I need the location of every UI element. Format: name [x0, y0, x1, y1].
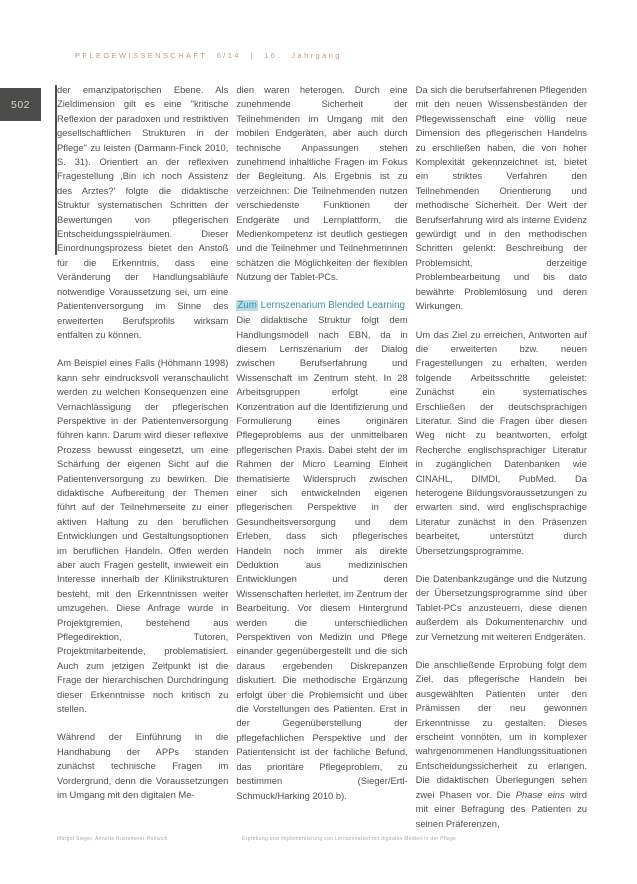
paragraph: Die Datenbankzugänge und die Nutzung der Übersetzungsprogramme sind über Tablet-PCs anzusteuern, diese dienen außerdem als Dokumentenarchiv und zur Vernetzung mit weiteren Endgeräten.	[415, 573, 587, 642]
footer-authors: Margot Sieger, Annette Rustemeier-Holtwick	[57, 836, 168, 842]
column-1	[57, 83, 228, 845]
paragraph: der emanzipatorischen Ebene. Als Zieldimension gilt es eine "kritische Reflexion der paradoxen und restriktiven gesellschaftlichen Strukturen in der Pflege" zu leisten (Darmann-Finck 2010, S. 31). Orientiert an der reflexiven Fragestellung ‚Bin ich noch Assistenz des Arztes?' folgte die didaktische Struktur systematischen Schritten der Bewertungen von pflegerischen Entscheidungsspielräumen. Dieser Einordnungsprozess bietet den Anstoß für die Erkenntnis, dass eine Veränderung der Handlungsabläufe notwendige Voraussetzung sei, um eine Patientenversorgung im Sinne des erweiterten Berufsprofils wirksam entfalten zu können.	[57, 84, 229, 340]
emphasized-phrase: Phase eins	[515, 788, 565, 800]
page-number-badge: 502	[0, 88, 41, 121]
paragraph: Da sich die berufserfahrenen Pflegenden mit den neuen Wissensbeständen der Pflegewissenschaft eine völlig neue Dimension des pflegerischen Handelns zu erschließen haben, die von hoher Komplexität gekennzeichnet ist, bietet ein striktes Verfahren den Teilnehmenden Orientierung und methodische Sicherheit. Der Wert der Berufserfahrung wird als interne Evidenz gewürdigt und in den methodischen Schritten gelenkt: Beschreibung der Problemsicht, derzeitige Problembearbeitung und bis dato bewährte Problemlösung und deren Wirkungen.	[415, 84, 587, 312]
paragraph: Um das Ziel zu erreichen, Antworten auf die erweiterten bzw. neuen Fragestellungen zu erhalten, werden folgende Arbeitsschritte geleistet: Zunächst ein systematisches Erschließen der deutschsprachigen Literatur. Sind die Fragen über diesen Weg nicht zu beantworten, erfolgt Recherche englischsprachiger Literatur in zugänglichen Datenbanken wie CINAHL, DIMDI, PubMed. Da heterogene Bildungsvoraussetzungen zu erwarten sind, wird englischsprachige Literatur zunächst in den Präsenzen bearbeitet, unterstützt durch Übersetzungsprogramme.	[415, 328, 587, 556]
paragraph: Die didaktische Struktur folgt dem Handlungsmodell nach EBN, da in diesem Lernszenarium der Dialog zwischen Berufserfahrung und Wissenschaft im Zentrum steht. In 28 Arbeitsgruppen erfolgt eine Konzentration auf die Identifizierung und Formulierung eines originären Pflegeproblems aus der unmittelbaren pflegerischen Praxis. Dabei steht der im Rahmen der Micro Learning Einheit thematisierte Widerspruch zwischen einer sich entwickelnden eigenen pflegerischen Perspektive in der Gesundheitsversorgung und dem Erleben, dass sich pflegerisches Handeln noch immer als direkte Deduktion aus medizinischen Entwicklungen und deren Wissenschaften herleitet, im Zentrum der Bearbeitung. Vor diesem Hintergrund werden die unterschiedlichen Perspektiven von Medizin und Pflege einander gegenübergestellt und die sich daraus ergebenden Diskrepanzen diskutiert. Die methodische Ergänzung erfolgt über die Problemsicht und über die Vorstellungen des Patienten. Erst in der Gegenüberstellung der pflegefachlichen Perspektive und der Patientensicht ist der fachliche Befund, das prioritäre Pflegeproblem, zu bestimmen (Sieger/Ertl-Schmuck/Harking 2010 b).	[236, 314, 408, 801]
search-highlight: Zum	[237, 299, 257, 311]
section-heading-text: Lernszenarium Blended Learning	[257, 299, 405, 311]
text-columns	[57, 83, 587, 845]
paragraph	[416, 658, 587, 831]
paragraph-text: Die anschließende Erprobung folgt dem Ziel, das pflegerische Handeln bei ausgewählten Patienten unter den Prämissen der neu gewonnen Erkenntnisse zu gestalten. Dieses erscheint vonnöten, um in komplexer wahrgenommenen Handlungssituationen Entscheidungssicherheit zu erlangen. Die didaktischen Überlegungen sehen zwei Phasen vor. Die	[415, 659, 587, 800]
paragraph: Während der Einführung in die Handhabung der APPs standen zunächst technische Fragen im Vordergrund, denn die Voraussetzungen im Umgang mit den digitalen Me-	[57, 731, 229, 801]
section-heading	[236, 299, 407, 313]
paragraph: Am Beispiel eines Falls (Höhmann 1998) kann sehr eindrucksvoll veranschaulicht werden zu welchen Konsequenzen eine Vernachlässigung der pflegerischen Perspektive in der Patientenversorgung führen kann. Darum wird dieser reflexive Prozess bewusst eingesetzt, um eine Schärfung der eigenen Sicht auf die Patientenversorgung zu bewirken. Die didaktische Aufbereitung der Themen führt auf der Teilnehmerseite zu einer aktiven Haltung zu den beruflichen Entwicklungen und Gestaltungsoptionen im beruflichen Handeln. Offen werden aber auch Fragen gestellt, inwieweit ein Interesse innerhalb der Klinikstrukturen besteht, mit den Erkenntnissen weiter umzugehen. Diese Anfrage wurde in Projektgremien, bestehend aus Pflegedirektion, Tutoren, Projektmitarbeitende, problematisiert. Auch zum jetzigen Zeitpunkt ist die Frage der hierarchischen Durchdringung dieser Erkenntnisse noch kritisch zu stellen.	[57, 357, 229, 715]
paragraph: dien waren heterogen. Durch eine zunehmende Sicherheit der Teilnehmenden im Umgang mit den mobilen Endgeräten, aber auch durch technische Anpassungen stehen zunehmend inhaltliche Fragen im Fokus der Begleitung. Als Ergebnis ist zu verzeichnen: Die Teilnehmenden nutzen verschiedenste Funktionen der Endgeräte und Lernplattform, die Medienkompetenz ist deutlich gestiegen und die Teilnehmer und Teilnehmerinnen schätzen die Möglichkeiten der flexiblen Nutzung der Tablet-PCs.	[236, 84, 408, 283]
running-header: PFLEGEWISSENSCHAFT 6/14 | 16. Jahrgang	[75, 51, 342, 60]
column-2	[236, 83, 407, 845]
footer-article-title: Erprobung und Implementierung von Lernszenarien mit digitalen Medien in der Pflege	[242, 836, 457, 842]
paragraph-text: wird mit einer Befragung des Patienten zu seinen Präferenzen,	[415, 788, 587, 829]
footer-line	[57, 836, 589, 843]
column-3	[416, 83, 587, 845]
